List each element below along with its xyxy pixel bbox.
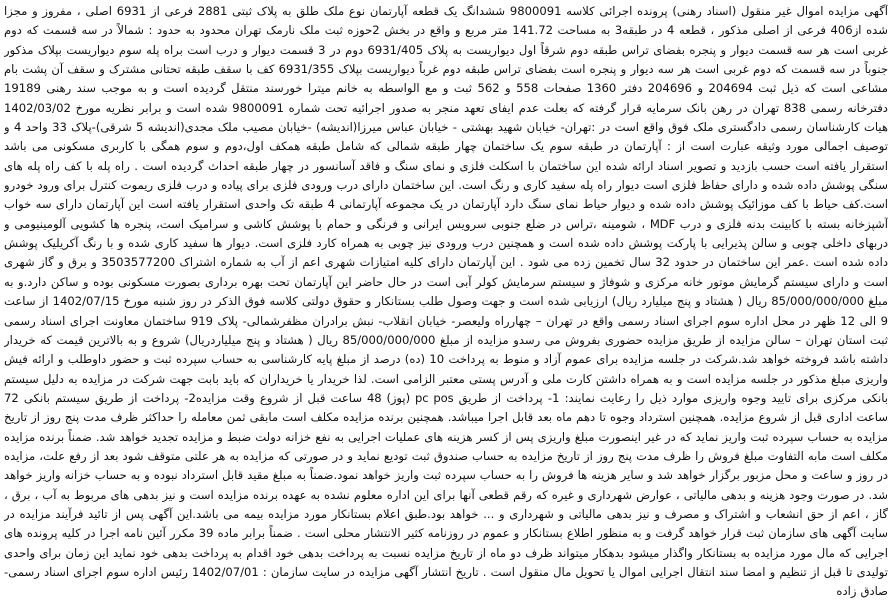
notice-paragraph: آگهی مزایده اموال غیر منقول (اسناد رهنی) پرونده اجرائی کلاسه 9800091 ششدانگ یک قطعه آپارتمان نوع ملک طلق به پلاک ثبتی 2881 فرعی از 6931 اصلی ، مفروز و مجزا شده از406 فرعی از اصلی مذکور ، قطعه 4 در طبقه3 به مساحت 141.72 متر مربع و واقع در بخش 2حوزه ثبت ملک نارمک تهران محدود به حدود : شمالاً در سه قسمت که دوم غربی است هر سه قسمت دیوار و پنجره بفضای تراس طبقه دوم شرقاً اول دیواریست به پلاک 6931/405 دوم در 3 قسمت دیوار و درب است براه پله سوم دیواریست بپلاک مذکور جنوباً در سه قسمت که دوم غربی است هر سه دیوار و پنجره است بفضای تراس طبقه دوم غرباً دیواریست بپلاک 6931/355 کف با سقف طبقه تحتانی مشترک و سقف آن پشت بام مشاعی است که ذیل ثبت 204694 و 204696 دفتر 1360 صفحات 558 و 562 ثبت و مع الواسطه به خانم میترا خورسند منتقل گردیده است و به موجب سند رهنی 19189 دفترخانه رسمی 838 تهران در رهن بانک سرمایه قرار گرفته که بعلت عدم ایفای تعهد منجر به صدور اجرائیه تحت شماره 9800091 شده است و برابر نظریه مورخ 1402/03/02 هیات کارشناسان رسمی دادگستری ملک فوق واقع است در :تهران- خیابان شهید بهشتی - خیابان عباس میرزا(اندیشه) -خیابان مصیب ملک مجدی(اندیشه 5 شرقی)-پلاک 33 واحد 4 و توصیف اجمالی مورد وثیقه عبارت است از : آپارتمان در طبقه سوم یک ساختمان چهار طبقه شمالی که شامل طبقه همکف اول،دوم و سوم همگی با کاربری مسکونی می باشد استقرار یافته است حسب بازدید و تصویر اسناد ارائه شده این ساختمان با اسکلت فلزی و نمای سنگ و فاقد آسانسور در چهار طبقه احداث گردیده است . راه پله با کف راه پله های سنگی پوشش داده شده و دارای حفاظ فلزی است دیوار راه پله سفید کاری و رنگ است. این ساختمان دارای درب ورودی فلزی برای پیاده و درب فلزی ریموت کنترل برای ورود خودرو است.کف حیاط با کف موزائیک پوشش داده شده و دیوار حیاط نمای سنگ دارد آپارتمان در یک مجموعه آپارتمانی 4 طبقه تک واحدی استقرار یافته است این آپارتمان دارای سه خواب آشپزخانه بسته با کابینت بدنه فلزی و درب MDF ، شومینه ،تراس در ضلع جنوبی سرویس ایرانی و فرنگی و حمام با پوشش کاشی و سرامیک است، پنجره ها کشویی آلومینیومی و دربهای داخلی چوبی و سالن پذیرایی با پارکت پوشش داده شده است و همچنین درب ورودی نیز چوبی به همراه کارد فلزی است. دیوار ها سفید کاری شده و با رنگ آکریلیک پوشش داده شده است .عمر این ساختمان در حدود 32 سال تخمین زده می شود . این آپارتمان دارای کلیه امتیازات شهری اعم از آب به شماره اشتراک 3503577200 و برق و گاز شهری است و دارای سیستم گرمایش موتور خانه مرکزی و شوفاژ و سیستم سرمایش کولر آبی است در حال حاضر این آپارتمان تحت بهره برداری بصورت مسکونی بوده و ساکن دارد.و به مبلغ 85/000/000/000 ریال ( هشتاد و پنج میلیارد ریال) ارزیابی شده است و جهت وصول طلب بستانکار و حقوق دولتی کلاسه فوق الذکر در روز شنبه مورخ 1402/07/15 از ساعت 9 الی 12 ظهر در محل اداره سوم اجرای اسناد رسمی واقع در تهران – چهارراه ولیعصر- خیابان انقلاب- نبش برادران مظفرشمالی- پلاک 919 ساختمان معاونت اجرای اسناد رسمی ثبت استان تهران – سالن مزایده از طریق مزایده حضوری بفروش می رسدو مزایده از مبلغ 85/000/000/000 ریال ( هشتاد و پنج میلیاردریال) شروع و به بالاترین قیمت که خریدار داشته باشد فروخته خواهد شد.شرکت در جلسه مزایده برای عموم آزاد و منوط به پرداخت 10 (ده) درصد از مبلغ پایه کارشناسی به حساب سپرده ثبت و حضور داوطلب و ارائه فیش واریزی مبلغ مذکور در جلسه مزایده است و به همراه داشتن کارت ملی و آدرس پستی معتبر الزامی است. لذا خریدار یا خریداران که باید بابت جهت شرکت در مزایده به دلیل سیستم بانکی مرکزی برای تایید وجوه واریزی موارد ذیل را رعایت نمایند: 1- پرداخت از طریق pc pos (پوز) 48 ساعت قبل از شروع وقت مزایده2- پرداخت از طریق سیستم بانکی 72 ساعت اداری قبل از شروع مزایده. همچنین استرداد وجوه تا دهم ماه بعد قابل اجرا میباشد. همچنین برنده مزایده مکلف است مابقی ثمن معامله را حداکثر ظرف مدت پنج روز از تاریخ مزایده به حساب سپرده ثبت واریز نماید که در غیر اینصورت مبلغ واریزی پس از کسر هزینه های عملیات اجرایی به نفع خزانه دولت ضبط و مزایده تجدید خواهد شد. ضمناً برنده مزایده مکلف است مابه التفاوت مبلغ فروش را ظرف مدت پنج روز از تاریخ مزایده به حساب صندوق ثبت تودیع نماید و در صورتی که مزایده به هر علتی متوقف شود بعد از رفع علت، مزایده در روز و ساعت و محل مزبور برگزار خواهد شد و سایر هزینه ها فروش را به حساب سپرده ثبت واریز خواهد نمود.ضمناً به مبلغ مقید قابل استرداد نبوده و به حساب خزانه واریز خواهد شد. در صورت وجود هزینه و بدهی مالیاتی ، عوارض شهرداری و غیره که رقم قطعی آنها برای این اداره معلوم نشده به عهده برنده مزایده است و نیز بدهی های مربوط به آب ، برق ، گاز ، اعم از حق انشعاب و اشتراک و مصرف و نیز بدهی مالیاتی و شهرداری و ... خواهد بود.طبق اعلام بستانکار مورد مزایده بیمه می باشد.این آگهی پس از تائید فرآیند مزایده در سایت آگهی های سازمان ثبت قرار خواهد گرفت و به منظور اطلاع بستانکار و عموم در روزنامه کثیر الانتشار محلی است . ضمناً برابر ماده 39 مکرر آئین نامه اجرا در کلیه پرونده های اجرایی که مال مورد مزایده به بستانکار واگذار میشود بدهکار میتواند ظرف دو ماه از تاریخ مزایده نسبت به پرداخت بدهی خود اقدام به پرداخت بدهی خود نماید این زمان برای واحدی تولیدی تا قبل از تنظیم و امضا سند انتقال اجرایی اموال یا تحویل مال منقول است . تاریخ انتشار آگهی مزایده در سایت سازمان : 1402/07/01 رئیس اداره سوم اجرای اسناد رسمی- صادق زاده	[4, 4, 888, 599]
auction-notice-page	[4, 2, 888, 607]
auction-notice-text	[4, 2, 888, 602]
